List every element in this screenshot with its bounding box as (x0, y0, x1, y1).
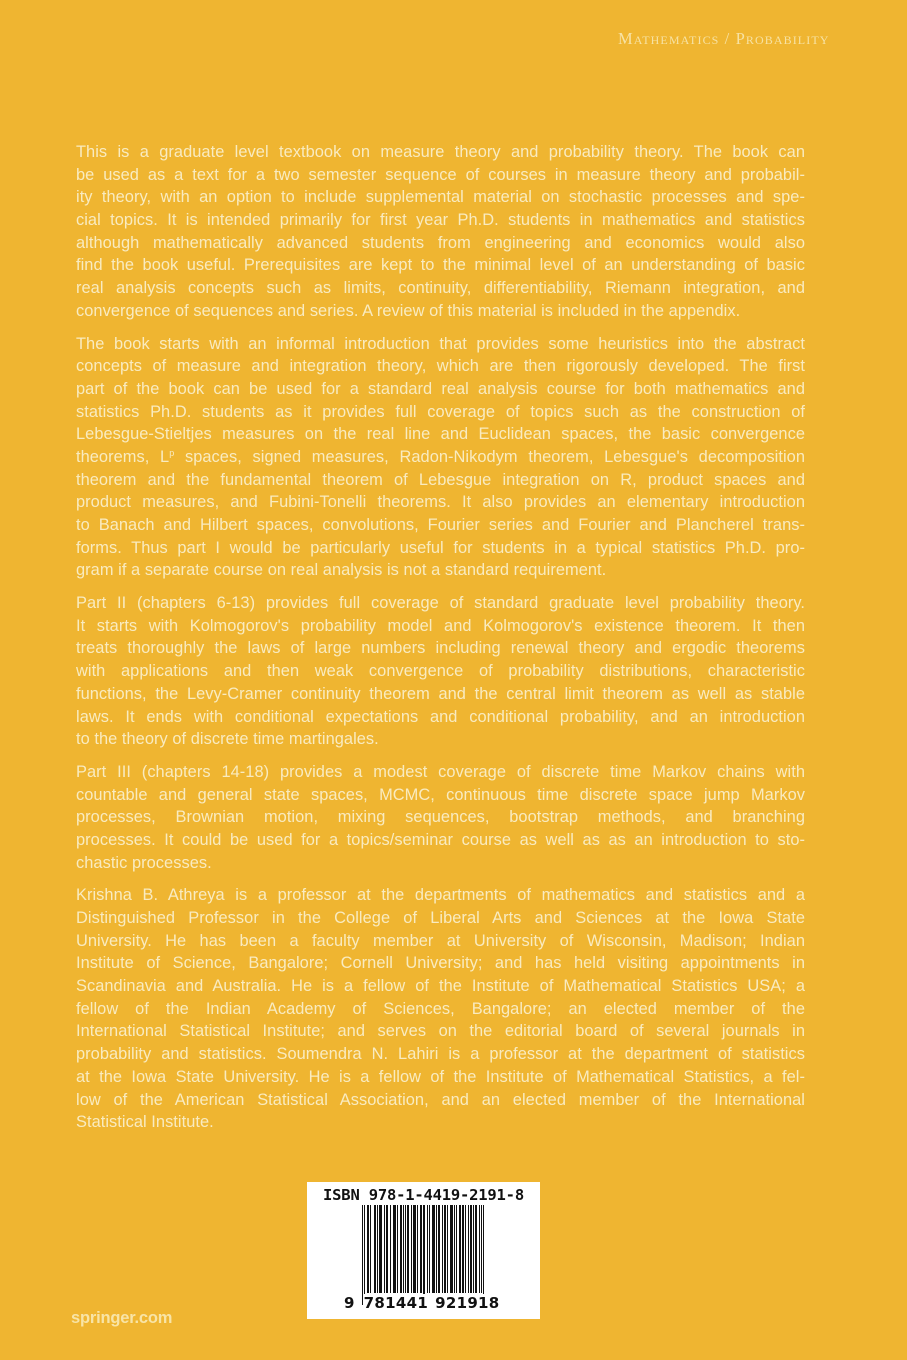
ean-digits (343, 1294, 500, 1312)
text-line: fellow of the Indian Academy of Sciences, Bangalore; an elected member of the (76, 999, 805, 1018)
blurb (76, 141, 805, 1144)
text-line: find the book useful. Prerequisites are kept to the minimal level of an understanding of basic (76, 256, 805, 275)
text-line: gram if a separate course on real analysis is not a standard requirement. (76, 561, 607, 580)
text-line: at the Iowa State University. He is a fellow of the Institute of Mathematical Statistics, a fel- (76, 1067, 805, 1086)
text-line: product measures, and Fubini-Tonelli theorems. It also provides an elementary introduction (76, 493, 805, 512)
text-line: convergence of sequences and series. A review of this material is included in the appendix. (76, 301, 741, 320)
text-line: theorem and the fundamental theorem of Lebesgue integration on R, product spaces and (76, 470, 805, 489)
text-line: Statistical Institute. (76, 1113, 214, 1132)
text-line: Part III (chapters 14-18) provides a modest coverage of discrete time Markov chains with (76, 762, 805, 781)
text-line: although mathematically advanced students from engineering and economics would also (76, 233, 805, 252)
text-line: functions, the Levy-Cramer continuity theorem and the central limit theorem as well as stable (76, 684, 805, 703)
text-line: countable and general state spaces, MCMC, continuous time discrete space jump Markov (76, 785, 805, 804)
text-line: chastic processes. (76, 853, 212, 872)
isbn-barcode (307, 1182, 540, 1319)
isbn-label: ISBN 978-1-4419-2191-8 (323, 1186, 524, 1204)
text-line: Distinguished Professor in the College of Liberal Arts and Sciences at the Iowa State (76, 909, 805, 927)
category-label: Mathematics / Probability (618, 29, 830, 48)
text-line: be used as a text for a two semester sequence of courses in measure theory and probabil- (76, 165, 805, 184)
text-line: Krishna B. Athreya is a professor at the departments of mathematics and statistics and a (76, 886, 805, 905)
barcode-bars-icon (362, 1205, 485, 1305)
text-line: probability and statistics. Soumendra N. Lahiri is a professor at the department of statistics (76, 1045, 805, 1064)
text-line: Scandinavia and Australia. He is a fellow of the Institute of Mathematical Statistics USA; a (76, 977, 805, 996)
text-line: ity theory, with an option to include supplemental material on stochastic processes and spe- (76, 188, 805, 207)
text-line: This is a graduate level textbook on measure theory and probability theory. The book can (76, 143, 805, 161)
text-line: The book starts with an informal introduction that provides some heuristics into the abstract (76, 334, 805, 353)
text-line: concepts of measure and integration theory, which are then rigorously developed. The first (76, 357, 805, 376)
blurb-paragraph (76, 592, 805, 751)
text-line: with applications and then weak convergence of probability distributions, characteristic (76, 662, 805, 681)
text-line: cial topics. It is intended primarily for first year Ph.D. students in mathematics and statistics (76, 211, 805, 230)
ean-first-digit: 9 (344, 1294, 355, 1312)
blurb-paragraph (76, 333, 805, 583)
ean-group-1: 781441 (363, 1294, 429, 1312)
blurb-paragraph (76, 141, 805, 323)
blurb-paragraph (76, 761, 805, 874)
text-line: low of the American Statistical Association, and an elected member of the International (76, 1090, 805, 1109)
text-line: Part II (chapters 6-13) provides full coverage of standard graduate level probability theory. (76, 594, 805, 613)
text-line: to Banach and Hilbert spaces, convolutions, Fourier series and Fourier and Plancherel trans- (76, 516, 805, 534)
text-line: International Statistical Institute; and serves on the editorial board of several journals in (76, 1022, 805, 1041)
text-line: processes. It could be used for a topics/seminar course as well as as an introduction to sto- (76, 830, 805, 849)
text-line: It starts with Kolmogorov's probability model and Kolmogorov's existence theorem. It then (76, 616, 805, 635)
text-line: to the theory of discrete time martingales. (76, 730, 379, 749)
text-line: statistics Ph.D. students as it provides full coverage of topics such as the construction of (76, 402, 805, 421)
text-line: part of the book can be used for a standard real analysis course for both mathematics and (76, 379, 805, 398)
text-line: Lebesgue-Stieltjes measures on the real line and Euclidean spaces, the basic convergence (76, 425, 805, 444)
blurb-paragraph (76, 884, 805, 1134)
text-line: Institute of Science, Bangalore; Cornell University; and has held visiting appointments in (76, 954, 805, 973)
text-line: processes, Brownian motion, mixing sequences, bootstrap methods, and branching (76, 808, 805, 827)
text-line: real analysis concepts such as limits, continuity, differentiability, Riemann integration, and (76, 279, 805, 298)
text-line: University. He has been a faculty member at University of Wisconsin, Madison; Indian (76, 931, 805, 950)
text-line: laws. It ends with conditional expectations and conditional probability, and an introduction (76, 707, 805, 726)
text-line: forms. Thus part I would be particularly useful for students in a typical statistics Ph.D. pro- (76, 538, 805, 557)
ean-group-2: 921918 (435, 1294, 500, 1312)
text-line: theorems, $L^p$ spaces, signed measures, Radon-Nikodym theorem, Lebesgue's decomposition (76, 447, 805, 466)
publisher-website: springer.com (71, 1309, 173, 1327)
text-line: treats thoroughly the laws of large numbers including renewal theory and ergodic theorems (76, 639, 805, 658)
